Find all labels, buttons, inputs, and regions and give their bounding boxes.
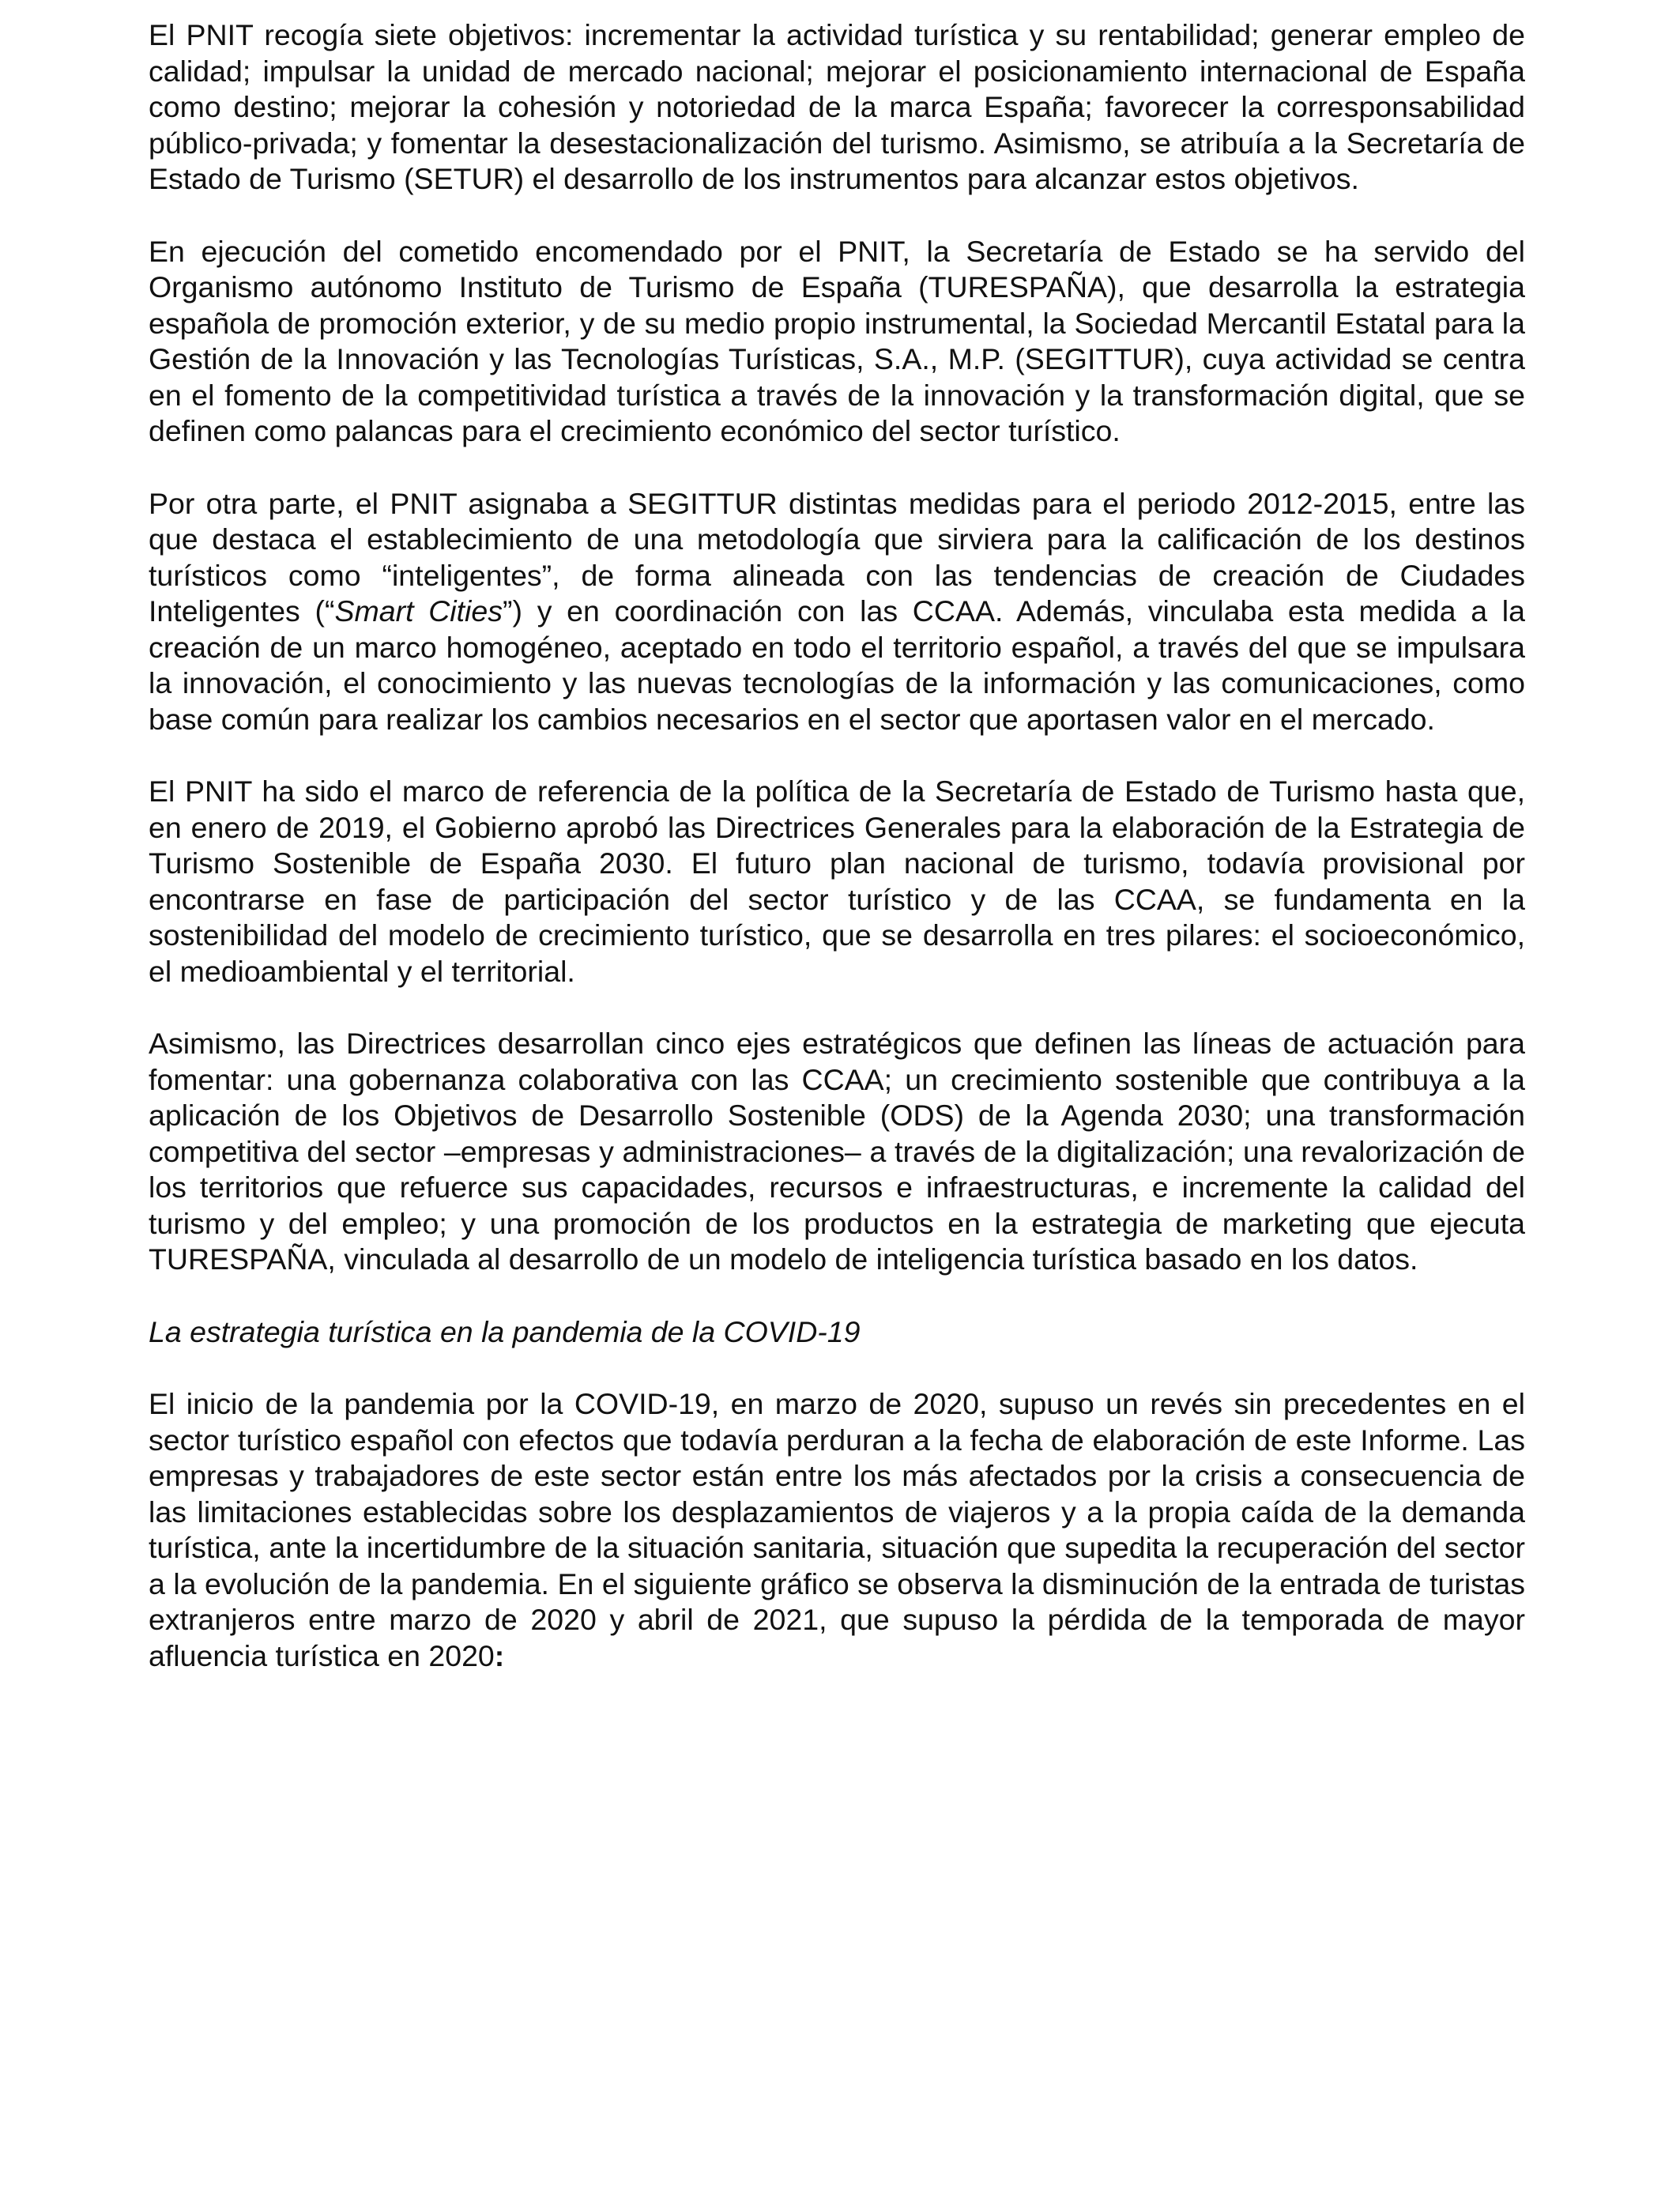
- smart-cities-term: Smart Cities: [334, 594, 503, 628]
- paragraph-segittur-text-end: ”) y en coordinación con las CCAA. Además, vinculaba esta medida a la creación de un marco homogéneo, aceptado en todo el territorio español, a través del que se impulsara la innovación, el conocimiento y las nuevas tecnologías de la información y las comunicaciones, como base común para realizar los cambios necesarios en el sector que aportasen valor en el mercado.: [149, 594, 1525, 736]
- document-page: [149, 17, 1525, 1710]
- paragraph-strategy-2030: El PNIT ha sido el marco de referencia de la política de la Secretaría de Estado de Turismo hasta que, en enero de 2019, el Gobierno aprobó las Directrices Generales para la elaboración de la Estrategia de Turismo Sostenible de España 2030. El futuro plan nacional de turismo, todavía provisional por encontrarse en fase de participación del sector turístico y de las CCAA, se fundamenta en la sostenibilidad del modelo de crecimiento turístico, que se desarrolla en tres pilares: el socioeconómico, el medioambiental y el territorial.: [149, 775, 1525, 988]
- paragraph-segittur-text-start: Por otra parte, el PNIT asignaba a SEGITTUR distintas medidas para el periodo 2012-2015, entre las que destaca el establecimiento de una metodología que sirviera para la calificación de los destinos turísticos como “inteligentes”, de forma alineada con las tendencias de creación de Ciudades Inteligentes (“: [149, 486, 1525, 628]
- paragraph-pnit-execution: En ejecución del cometido encomendado por el PNIT, la Secretaría de Estado se ha servido del Organismo autónomo Instituto de Turismo de España (TURESPAÑA), que desarrolla la estrategia española de promoción exterior, y de su medio propio instrumental, la Sociedad Mercantil Estatal para la Gestión de la Innovación y las Tecnologías Turísticas, S.A., M.P. (SEGITTUR), cuya actividad se centra en el fomento de la competitividad turística a través de la innovación y la transformación digital, que se definen como palancas para el crecimiento económico del sector turístico.: [149, 234, 1525, 447]
- paragraph-covid-impact: [149, 1386, 1525, 1674]
- paragraph-segittur-measures: [149, 486, 1525, 738]
- paragraph-strategic-axes: Asimismo, las Directrices desarrollan cinco ejes estratégicos que definen las líneas de actuación para fomentar: una gobernanza colaborativa con las CCAA; un crecimiento sostenible que contribuya a la aplicación de los Objetivos de Desarrollo Sostenible (ODS) de la Agenda 2030; una transformación competitiva del sector –empresas y administraciones– a través de la digitalización; una revalorización de los territorios que refuerce sus capacidades, recursos e infraestructuras, e incremente la calidad del turismo y del empleo; y una promoción de los productos en la estrategia de marketing que ejecuta TURESPAÑA, vinculada al desarrollo de un modelo de inteligencia turística basado en los datos.: [149, 1027, 1525, 1276]
- paragraph-pnit-objectives: El PNIT recogía siete objetivos: incrementar la actividad turística y su rentabilidad; generar empleo de calidad; impulsar la unidad de mercado nacional; mejorar el posicionamiento internacional de España como destino; mejorar la cohesión y notoriedad de la marca España; favorecer la corresponsabilidad público-privada; y fomentar la desestacionalización del turismo. Asimismo, se atribuía a la Secretaría de Estado de Turismo (SETUR) el desarrollo de los instrumentos para alcanzar estos objetivos.: [149, 18, 1525, 195]
- section-heading-covid: La estrategia turística en la pandemia de la COVID-19: [149, 1314, 861, 1348]
- paragraph-covid-colon: :: [494, 1638, 505, 1672]
- paragraph-covid-text: El inicio de la pandemia por la COVID-19, en marzo de 2020, supuso un revés sin precedentes en el sector turístico español con efectos que todavía perduran a la fecha de elaboración de este Informe. Las empresas y trabajadores de este sector están entre los más afectados por la crisis a consecuencia de las limitaciones establecidas sobre los desplazamientos de viajeros y a la propia caída de la demanda turística, ante la incertidumbre de la situación sanitaria, situación que supedita la recuperación del sector a la evolución de la pandemia. En el siguiente gráfico se observa la disminución de la entrada de turistas extranjeros entre marzo de 2020 y abril de 2021, que supuso la pérdida de la temporada de mayor afluencia turística en 2020: [149, 1387, 1525, 1672]
